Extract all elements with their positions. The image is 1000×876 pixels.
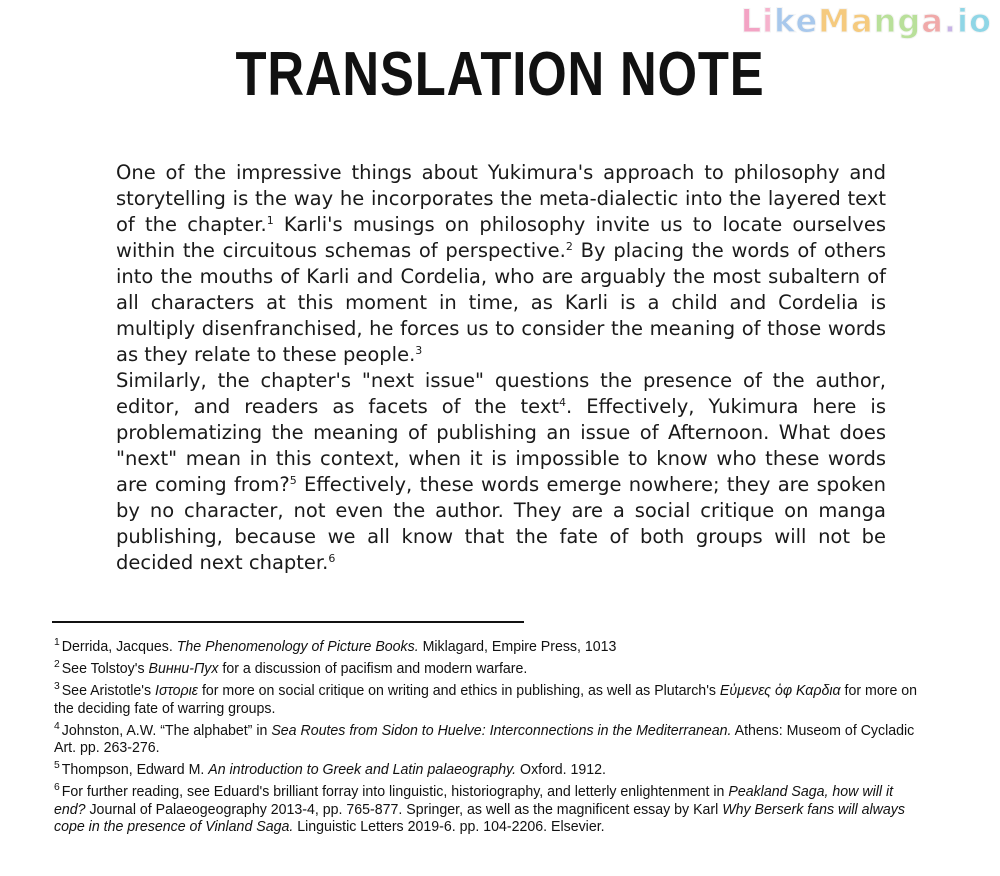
watermark-letter: g (897, 2, 922, 40)
body-sentence: Karli's musings on philosophy invite us to locate ourselves within the circuitous schemas of perspective. (116, 213, 887, 262)
footnote-number: 1 (54, 636, 60, 648)
footnote-text: for more on social critique on writing and ethics in publishing, as well as Plutarch's (198, 683, 720, 699)
footnote-title: Why Berserk fans will always cope in the presence of Vinland Saga. (54, 801, 905, 835)
watermark-letter: . (943, 2, 958, 40)
watermark-letter: i (762, 2, 775, 40)
footnotes (54, 636, 927, 841)
footnote-divider (52, 621, 524, 623)
watermark-letter: M (818, 2, 852, 40)
watermark-letter: o (969, 2, 992, 40)
footnote-text: See Tolstoy's (61, 661, 149, 677)
footnote-ref: 1 (266, 214, 274, 227)
watermark-letter: a (921, 2, 944, 40)
footnote-text: See Aristotle's (61, 683, 156, 699)
watermark-letter: i (957, 2, 970, 40)
footnote-text: For further reading, see Eduard's brilliant forray into linguistic, historiography, and letterly enlightenment in (61, 784, 729, 800)
footnote (54, 680, 927, 718)
watermark-letter: n (873, 2, 898, 40)
footnote-text: for more on the deciding fate of warring groups. (54, 683, 918, 717)
footnote-text: Miklagard, Empire Press, 1013 (418, 639, 617, 655)
site-watermark (741, 2, 992, 40)
watermark-letter: a (851, 2, 874, 40)
footnote-ref: 3 (415, 344, 423, 357)
body-sentence: By placing the words of others into the mouths of Karli and Cordelia, who are arguably the most subaltern of all characters at this moment in time, as Karli is a child and Cordelia is multiply disenfranchised, he forces us to consider the meaning of those words as they relate to these people. (116, 239, 886, 366)
footnote-number: 5 (54, 759, 60, 771)
footnote-ref: 6 (328, 552, 336, 565)
footnote-text: Linguistic Letters 2019-6. pp. 104-2206. Elsevier. (293, 819, 605, 835)
footnote-title: Sea Routes from Sidon to Huelve: Interconnections in the Mediterranean. (271, 722, 732, 739)
watermark-letter: e (795, 2, 819, 40)
footnote-ref: 4 (559, 396, 567, 409)
footnote-title: Ιστοριε (155, 683, 199, 699)
body-text (116, 160, 886, 576)
body-sentence: Similarly, the chapter's "next issue" questions the presence of the author, editor, and readers as facets of the text (116, 369, 886, 418)
footnote-text: Derrida, Jacques. (61, 639, 177, 655)
footnote-ref: 2 (565, 240, 573, 253)
footnote-number: 4 (54, 719, 60, 732)
footnote-text: Thompson, Edward M. (61, 762, 209, 778)
footnote-title: Винни-Пух (148, 661, 219, 677)
page-title: TRANSLATION NOTE (235, 40, 765, 109)
footnote (54, 759, 927, 780)
footnote-text: Journal of Palaeogeography 2013-4, pp. 765-877. Springer, as well as the magnificent essay by Karl (85, 801, 723, 818)
watermark-letter: L (740, 2, 763, 40)
body-paragraph (116, 160, 886, 368)
footnote-title: Εὐμενες ὀφ Καρδια (719, 683, 841, 699)
footnote-title: Peakland Saga, how will it end? (54, 784, 894, 818)
footnote (54, 719, 927, 758)
footnote (54, 658, 927, 679)
footnote (54, 781, 927, 837)
footnote-text: for a discussion of pacifism and modern warfare. (218, 661, 528, 677)
footnote-title: The Phenomenology of Picture Books. (176, 639, 419, 655)
footnote-text: Athens: Museom of Cycladic Art. pp. 263-276. (54, 722, 915, 756)
footnote-text: Johnston, A.W. “The alphabet” in (61, 722, 272, 739)
footnote (54, 636, 927, 657)
body-sentence: Effectively, these words emerge nowhere; they are spoken by no character, not even the author. They are a social critique on manga publishing, because we all know that the fate of both groups will not be decided next chapter. (116, 473, 886, 574)
footnote-title: An introduction to Greek and Latin palaeography. (208, 762, 517, 778)
body-paragraph (116, 368, 886, 576)
footnote-number: 2 (54, 658, 60, 670)
footnote-ref: 5 (289, 474, 297, 487)
watermark-letter: k (774, 2, 796, 40)
body-sentence: One of the impressive things about Yukimura's approach to philosophy and storytelling is the way he incorporates the meta-dialectic into the layered text of the chapter. (116, 161, 886, 236)
footnote-number: 6 (54, 781, 60, 793)
body-sentence: . Effectively, Yukimura here is problematizing the meaning of publishing an issue of Afternoon. What does "next" mean in this context, when it is impossible to know who these words are coming from? (116, 395, 886, 496)
footnote-number: 3 (54, 680, 60, 692)
footnote-text: Oxford. 1912. (516, 762, 606, 778)
